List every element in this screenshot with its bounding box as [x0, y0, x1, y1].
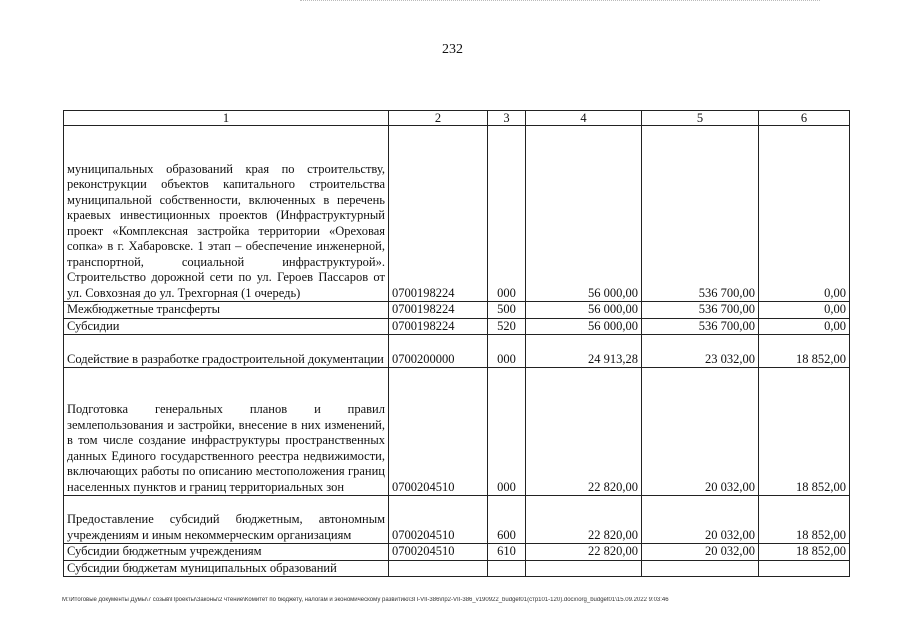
row-value-6: 18 852,00 — [759, 496, 850, 544]
row-value-4: 56 000,00 — [526, 318, 642, 335]
row-value-6: 0,00 — [759, 302, 850, 319]
row-expense-type — [488, 560, 526, 577]
row-value-5: 536 700,00 — [642, 126, 759, 302]
row-code — [389, 560, 488, 577]
table-row — [64, 544, 850, 561]
row-name: Подготовка генеральных планов и правил землепользования и застройки, внесение в них изменений, в том числе создание инфраструктуры пространственных данных Единого государственного реестра недвижимости, включающих работы по описанию местоположения границ населенных пунктов и границ территориальных зон — [64, 368, 389, 496]
row-expense-type: 000 — [488, 335, 526, 368]
budget-table — [63, 110, 850, 577]
row-value-5: 20 032,00 — [642, 368, 759, 496]
row-code: 0700198224 — [389, 126, 488, 302]
column-header: 4 — [526, 111, 642, 126]
row-expense-type: 600 — [488, 496, 526, 544]
column-header: 2 — [389, 111, 488, 126]
row-value-5: 536 700,00 — [642, 318, 759, 335]
row-value-6: 18 852,00 — [759, 335, 850, 368]
row-value-5 — [642, 560, 759, 577]
table-row — [64, 335, 850, 368]
row-code: 0700200000 — [389, 335, 488, 368]
row-value-4: 56 000,00 — [526, 302, 642, 319]
row-value-4: 22 820,00 — [526, 368, 642, 496]
row-name: Субсидии бюджетным учреждениям — [64, 544, 389, 561]
row-value-4: 56 000,00 — [526, 126, 642, 302]
row-value-5: 20 032,00 — [642, 496, 759, 544]
row-code: 0700198224 — [389, 318, 488, 335]
row-code: 0700198224 — [389, 302, 488, 319]
row-expense-type: 500 — [488, 302, 526, 319]
page-number: 232 — [442, 42, 463, 57]
row-value-6 — [759, 560, 850, 577]
row-expense-type: 610 — [488, 544, 526, 561]
document-file-path: M:\Итоговые документы Думы\7 созыв\Проекты\Законы\2 чтение\Комитет по бюджету, налогам и экономическому развитию\ЗП-VII-386\пр2-VII-386_v190922_budget01(стр101-120).docx\org_budget01\15.09.2022 9:03:46 — [62, 597, 669, 603]
table-row — [64, 302, 850, 319]
row-value-4: 22 820,00 — [526, 496, 642, 544]
row-value-5: 536 700,00 — [642, 302, 759, 319]
table-row — [64, 560, 850, 577]
row-value-4 — [526, 560, 642, 577]
scan-artifact — [300, 0, 820, 3]
column-header: 3 — [488, 111, 526, 126]
row-value-4: 22 820,00 — [526, 544, 642, 561]
table-row — [64, 126, 850, 302]
table-row — [64, 318, 850, 335]
row-name: Межбюджетные трансферты — [64, 302, 389, 319]
row-value-5: 23 032,00 — [642, 335, 759, 368]
row-name: Субсидии — [64, 318, 389, 335]
column-header: 1 — [64, 111, 389, 126]
row-name: муниципальных образований края по строительству, реконструкции объектов капитального строительства муниципальной собственности, включенных в перечень краевых инвестиционных проектов (Инфраструктурный проект «Комплексная застройка территории «Ореховая сопка» в г. Хабаровске. 1 этап – обеспечение инженерной, транспортной, социальной инфраструктурой». Строительство дорожной сети по ул. Героев Пассаров от ул. Совхозная до ул. Трехгорная (1 очередь) — [64, 126, 389, 302]
row-value-6: 0,00 — [759, 318, 850, 335]
row-expense-type: 520 — [488, 318, 526, 335]
table-row — [64, 496, 850, 544]
row-name: Содействие в разработке градостроительной документации — [64, 335, 389, 368]
column-header: 5 — [642, 111, 759, 126]
table-header-row — [64, 111, 850, 126]
row-expense-type: 000 — [488, 126, 526, 302]
row-value-6: 0,00 — [759, 126, 850, 302]
row-expense-type: 000 — [488, 368, 526, 496]
row-code: 0700204510 — [389, 368, 488, 496]
row-value-4: 24 913,28 — [526, 335, 642, 368]
row-name: Субсидии бюджетам муниципальных образований — [64, 560, 389, 577]
row-name: Предоставление субсидий бюджетным, автономным учреждениям и иным некоммерческим организациям — [64, 496, 389, 544]
row-code: 0700204510 — [389, 544, 488, 561]
column-header: 6 — [759, 111, 850, 126]
table-row — [64, 368, 850, 496]
row-value-5: 20 032,00 — [642, 544, 759, 561]
row-code: 0700204510 — [389, 496, 488, 544]
row-value-6: 18 852,00 — [759, 368, 850, 496]
row-value-6: 18 852,00 — [759, 544, 850, 561]
